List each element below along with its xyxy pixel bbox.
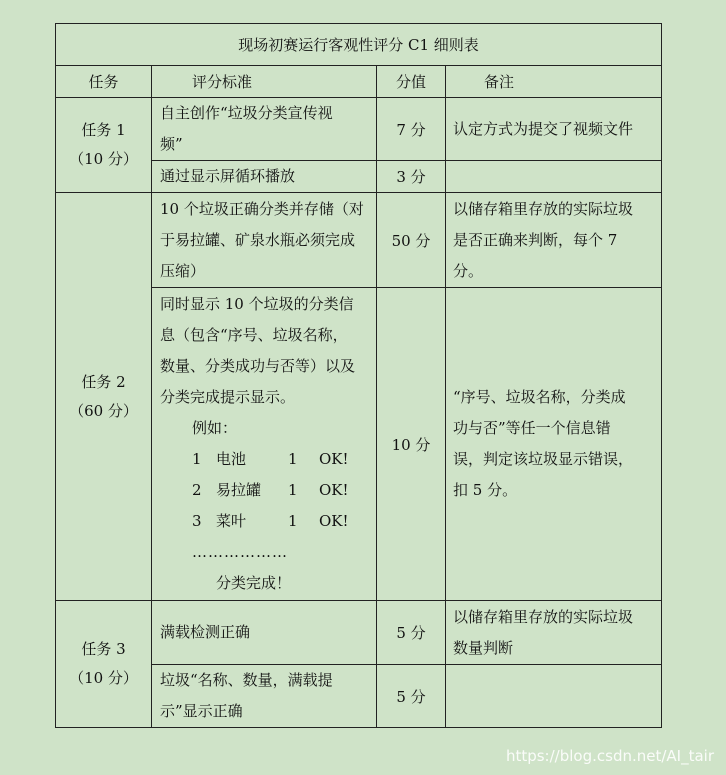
table-title: 现场初赛运行客观性评分 C1 细则表 xyxy=(56,24,662,66)
task-3-cell xyxy=(56,601,152,728)
criteria-line: 10 个垃圾正确分类并存储（对 xyxy=(160,200,364,218)
task-2-criteria-1 xyxy=(152,193,377,288)
example-name: 菜叶 xyxy=(216,512,247,530)
example-name: 电池 xyxy=(216,450,247,468)
example-status: OK! xyxy=(319,450,349,468)
criteria-line: 自主创作“垃圾分类宣传视 xyxy=(160,104,333,122)
header-criteria: 评分标准 xyxy=(152,66,377,98)
task-1-cell xyxy=(56,98,152,193)
completion-message: 分类完成！ xyxy=(216,574,292,592)
title-row xyxy=(56,24,662,66)
header-row xyxy=(56,66,662,98)
scoring-rubric-table xyxy=(55,23,662,728)
task-1-points: （10 分） xyxy=(69,150,138,168)
example-name: 易拉罐 xyxy=(216,481,262,499)
example-status: OK! xyxy=(319,512,349,530)
task-3-score-2: 5 分 xyxy=(377,665,446,728)
criteria-line: 息（包含“序号、垃圾名称， xyxy=(160,326,348,344)
criteria-line: 通过显示屏循环播放 xyxy=(160,167,296,185)
task-1-note-1: 认定方式为提交了视频文件 xyxy=(446,98,662,161)
task-2-cell xyxy=(56,193,152,601)
table-row xyxy=(56,601,662,665)
example-qty: 1 xyxy=(288,512,298,530)
task-2-points: （60 分） xyxy=(69,401,138,420)
example-qty: 1 xyxy=(288,481,298,499)
header-task: 任务 xyxy=(56,66,152,98)
criteria-line: 同时显示 10 个垃圾的分类信 xyxy=(160,295,354,313)
example-row xyxy=(160,506,372,537)
table-row xyxy=(56,193,662,288)
task-3-points: （10 分） xyxy=(69,669,138,687)
example-num: 1 xyxy=(192,450,202,468)
header-score: 分值 xyxy=(377,66,446,98)
example-label: 例如： xyxy=(192,419,238,437)
note-line: 是否正确来判断，每个 7 xyxy=(453,231,618,249)
criteria-line: 垃圾“名称、数量，满载提 xyxy=(160,671,333,689)
note-line: 以储存箱里存放的实际垃圾 xyxy=(453,200,634,218)
task-3-score-1: 5 分 xyxy=(377,601,446,665)
task-2-note-1 xyxy=(446,193,662,288)
note-line: “序号、垃圾名称，分类成 xyxy=(453,388,626,406)
note-line: 功与否”等任一个信息错 xyxy=(453,419,611,437)
task-1-criteria-1 xyxy=(152,98,377,161)
watermark-text: https://blog.csdn.net/AI_tair xyxy=(505,747,714,765)
note-line: 以储存箱里存放的实际垃圾 xyxy=(453,608,634,626)
task-1-criteria-2 xyxy=(152,161,377,193)
task-1-score-2: 3 分 xyxy=(377,161,446,193)
task-3-note-1 xyxy=(446,601,662,665)
note-line: 误，判定该垃圾显示错误， xyxy=(453,450,634,468)
task-2-criteria-2 xyxy=(152,288,377,601)
task-2-note-2 xyxy=(446,288,662,601)
task-3-criteria-2 xyxy=(152,665,377,728)
criteria-line: 示”显示正确 xyxy=(160,702,243,720)
task-2-name: 任务 2 xyxy=(81,372,126,391)
task-1-name: 任务 1 xyxy=(81,121,126,139)
task-1-note-2 xyxy=(446,161,662,193)
example-ellipsis: ……………… xyxy=(192,543,288,561)
criteria-line: 压缩） xyxy=(160,262,206,280)
criteria-line: 分类完成提示显示。 xyxy=(160,388,296,406)
example-status: OK! xyxy=(319,481,349,499)
task-2-score-2: 10 分 xyxy=(377,288,446,601)
example-row xyxy=(160,475,372,506)
note-line: 分。 xyxy=(453,262,484,280)
task-3-criteria-1 xyxy=(152,601,377,665)
criteria-line: 于易拉罐、矿泉水瓶必须完成 xyxy=(160,231,356,249)
criteria-line: 数量、分类成功与否等）以及 xyxy=(160,357,356,375)
table-row xyxy=(56,98,662,161)
task-1-score-1: 7 分 xyxy=(377,98,446,161)
example-qty: 1 xyxy=(288,450,298,468)
task-2-score-1: 50 分 xyxy=(377,193,446,288)
task-3-note-2 xyxy=(446,665,662,728)
note-line: 扣 5 分。 xyxy=(453,481,518,499)
header-note: 备注 xyxy=(446,66,662,98)
example-num: 3 xyxy=(192,512,202,530)
task-3-name: 任务 3 xyxy=(81,640,126,658)
note-line: 数量判断 xyxy=(453,639,514,657)
criteria-line: 满载检测正确 xyxy=(160,623,251,641)
criteria-line: 频” xyxy=(160,135,183,153)
example-row xyxy=(160,444,372,475)
example-num: 2 xyxy=(192,481,202,499)
